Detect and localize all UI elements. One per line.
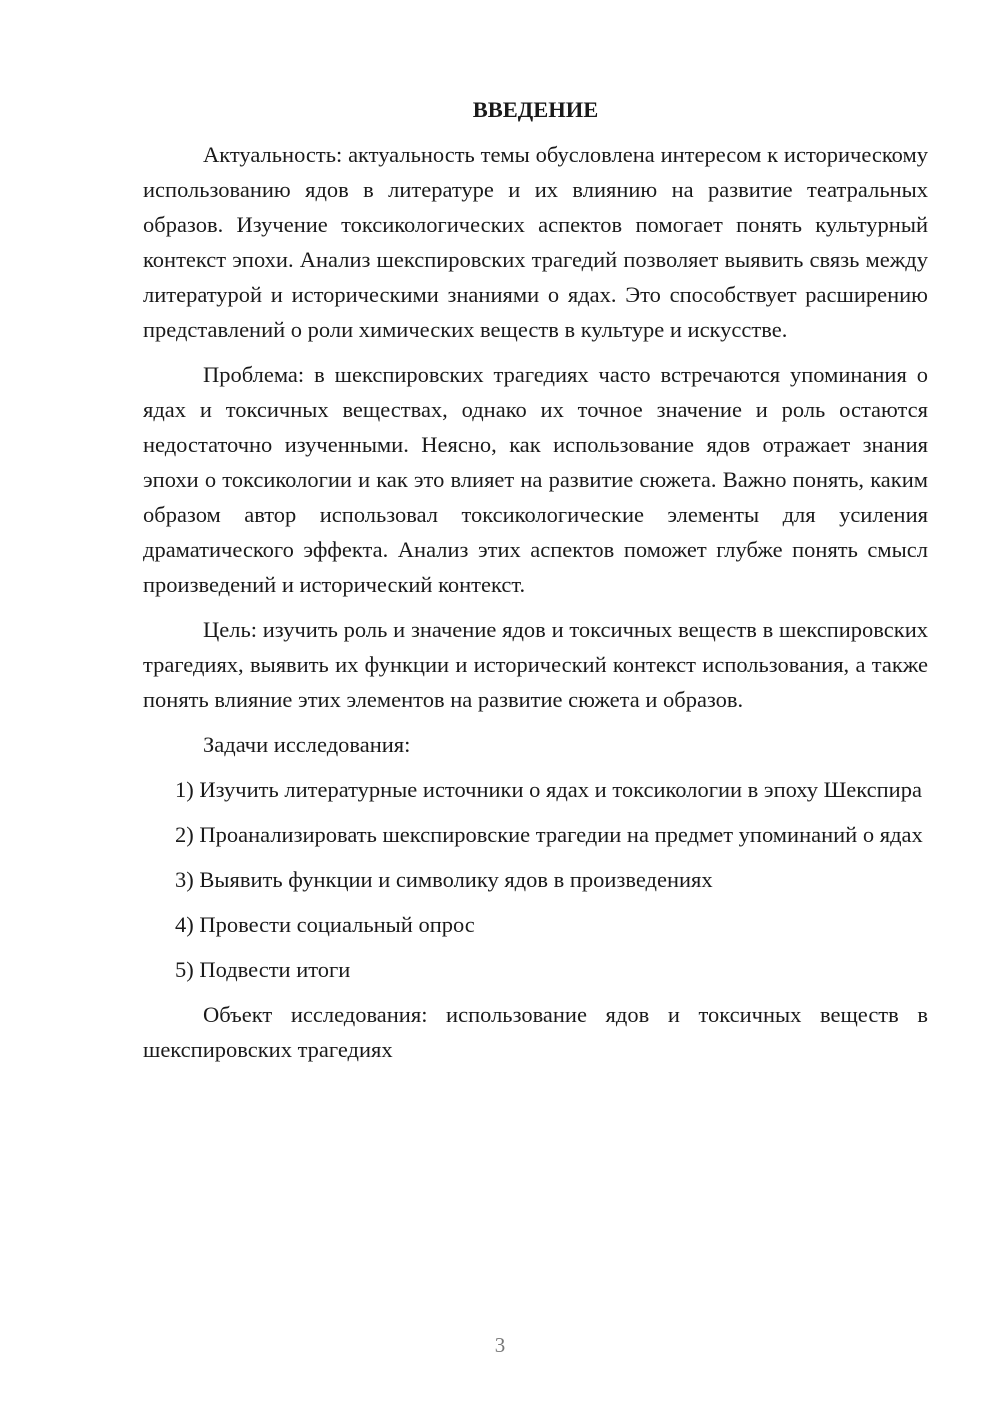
problem-paragraph: Проблема: в шекспировских трагедиях часто встречаются упоминания о ядах и токсичных веществах, однако их точное значение и роль остаются недостаточно изученными. Неясно, как использование ядов отражает знания эпохи о токсикологии и как это влияет на развитие сюжета. Важно понять, каким образом автор использовал токсикологические элементы для усиления драматического эффекта. Анализ этих аспектов поможет глубже понять смысл произведений и исторический контекст.	[143, 362, 928, 597]
goal-paragraph: Цель: изучить роль и значение ядов и токсичных веществ в шекспировских трагедиях, выявить их функции и исторический контекст использования, а также понять влияние этих элементов на развитие сюжета и образов.	[143, 617, 928, 712]
page-number: 3	[494, 1333, 506, 1357]
task-item-5: 5) Подвести итоги	[175, 957, 351, 982]
task-item-4: 4) Провести социальный опрос	[175, 912, 475, 937]
object-paragraph: Объект исследования: использование ядов и токсичных веществ в шекспировских трагедиях	[143, 1002, 928, 1062]
task-item-3: 3) Выявить функции и символику ядов в произведениях	[175, 867, 713, 892]
task-item-2: 2) Проанализировать шекспировские трагедии на предмет упоминаний о ядах	[175, 822, 923, 847]
task-item-1: 1) Изучить литературные источники о ядах и токсикологии в эпоху Шекспира	[175, 777, 922, 802]
relevance-paragraph: Актуальность: актуальность темы обусловлена интересом к историческому использованию ядов в литературе и их влиянию на развитие театральных образов. Изучение токсикологических аспектов помогает понять культурный контекст эпохи. Анализ шекспировских трагедий позволяет выявить связь между литературой и историческими знаниями о ядах. Это способствует расширению представлений о роли химических веществ в культуре и искусстве.	[143, 142, 928, 342]
document-page	[143, 92, 928, 1077]
section-title: ВВЕДЕНИЕ	[472, 97, 599, 122]
tasks-heading: Задачи исследования:	[203, 732, 411, 757]
